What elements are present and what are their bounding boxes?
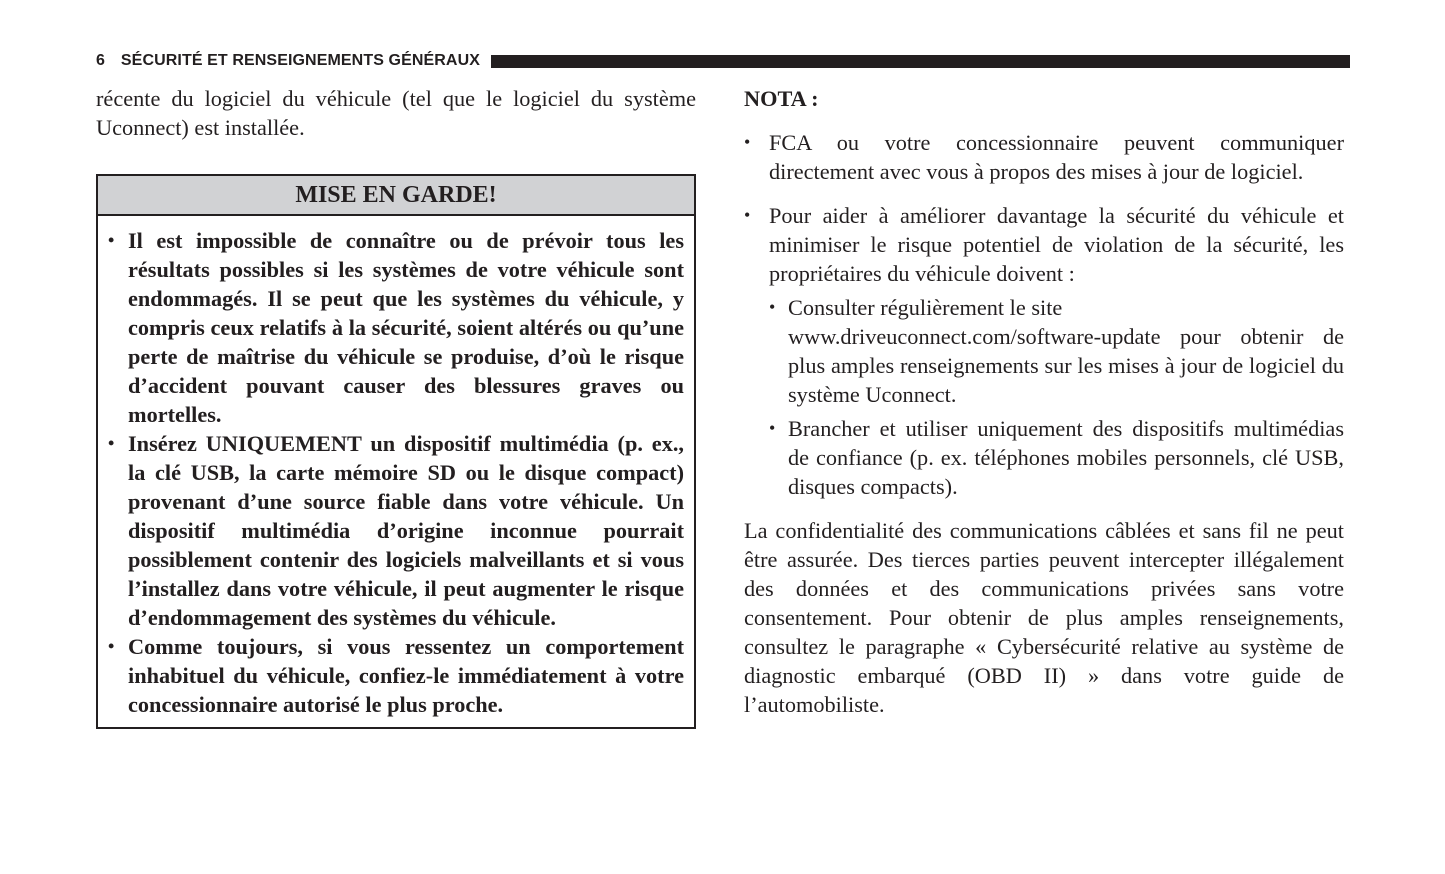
bullet-icon: •	[108, 636, 115, 656]
note-subitem	[769, 293, 1344, 409]
note-subitem-text: Brancher et utiliser uniquement des dispositifs multimédias de confiance (p. ex. téléphones mobiles personnels, clé USB, disques compacts).	[788, 416, 1344, 499]
note-item-text: Pour aider à améliorer davantage la sécurité du véhicule et minimiser le risque potentiel de violation de la sécurité, les propriétaires du véhicule doivent :	[769, 203, 1344, 286]
warning-item-text: Comme toujours, si vous ressentez un comportement inhabituel du véhicule, confiez-le immédiatement à votre concessionnaire autorisé le plus proche.	[128, 634, 684, 717]
bullet-icon: •	[744, 132, 751, 152]
note-subitem-content	[788, 293, 1344, 409]
note-item-content	[769, 201, 1344, 501]
warning-title: MISE EN GARDE!	[98, 176, 694, 216]
note-item	[744, 128, 1344, 186]
intro-text: récente du logiciel du véhicule (tel que le logiciel du système Uconnect) est installée.	[96, 86, 696, 140]
note-item-text: FCA ou votre concessionnaire peuvent communiquer directement avec vous à propos des mises à jour de logiciel.	[769, 130, 1344, 184]
warning-box	[96, 174, 696, 729]
warning-item	[108, 632, 684, 719]
bullet-icon: •	[744, 205, 751, 225]
right-column	[744, 84, 1344, 719]
bullet-icon: •	[769, 297, 776, 317]
warning-item-text: Insérez UNIQUEMENT un dispositif multimédia (p. ex., la clé USB, la carte mémoire SD ou le disque compact) provenant d’une source fiable dans votre véhicule. Un dispositif multimédia d’origine inconnue pourrait possiblement contenir des logiciels malveillants et si vous l’installez dans votre véhicule, il peut augmenter le risque d’endommagement des systèmes du véhicule.	[128, 431, 684, 630]
note-subitem-line: Consulter régulièrement le site	[788, 295, 1063, 320]
closing-paragraph: La confidentialité des communications câblées et sans fil ne peut être assurée. Des tierces parties peuvent intercepter illégalement des données et des communications privées sans votre consentement. Pour obtenir de plus amples renseignements, consultez le paragraphe « Cybersécurité relative au système de diagnostic embarqué (OBD II) » dans votre guide de l’automobiliste.	[744, 518, 1344, 717]
warning-item-text: Il est impossible de connaître ou de prévoir tous les résultats possibles si les systèmes de votre véhicule sont endommagés. Il se peut que les systèmes du véhicule, y compris ceux relatifs à la sécurité, soient altérés ou qu’une perte de maîtrise du véhicule se produise, d’où le risque d’accident pouvant causer des blessures graves ou mortelles.	[128, 228, 684, 427]
bullet-icon: •	[108, 230, 115, 250]
bullet-icon: •	[108, 433, 115, 453]
page-number: 6	[96, 52, 105, 69]
warning-item	[108, 226, 684, 429]
bullet-icon: •	[769, 418, 776, 438]
nota-label: NOTA :	[744, 86, 819, 111]
section-title: SÉCURITÉ ET RENSEIGNEMENTS GÉNÉRAUX	[120, 52, 481, 69]
note-item	[744, 201, 1344, 501]
warning-item	[108, 429, 684, 632]
note-subitem	[769, 414, 1344, 501]
header-rule	[491, 55, 1350, 68]
left-column	[96, 84, 696, 729]
warning-body	[98, 216, 694, 727]
note-subitem-text: www.driveuconnect.com/software-update pour obtenir de plus amples renseignements sur les mises à jour de logiciel du système Uconnect.	[788, 324, 1344, 407]
page-header	[96, 50, 1350, 72]
